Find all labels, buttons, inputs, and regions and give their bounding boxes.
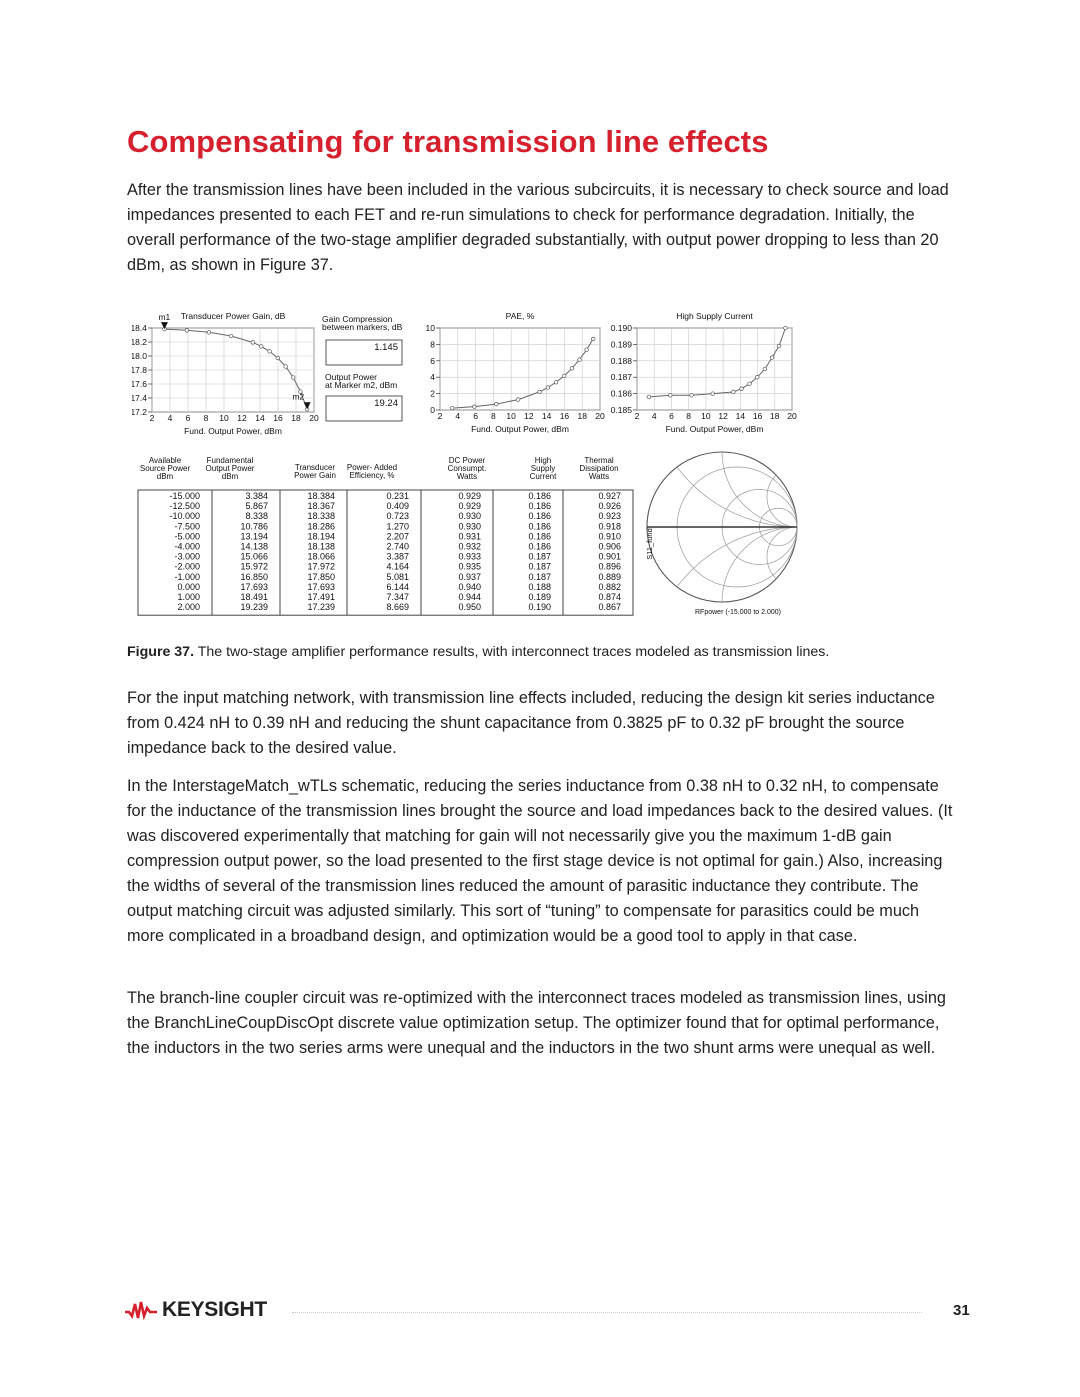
chart-2-point bbox=[748, 382, 752, 386]
chart-2-x-tick: 12 bbox=[718, 411, 728, 421]
chart-1-x-tick: 10 bbox=[506, 411, 516, 421]
table-cell: 0.000 bbox=[177, 581, 200, 592]
table-cell: 18.491 bbox=[240, 592, 268, 602]
table-cell: 0.190 bbox=[528, 602, 551, 613]
chart-2-x-tick: 20 bbox=[787, 411, 797, 421]
table-cell: 0.186 bbox=[528, 501, 551, 512]
chart-0-x-tick: 8 bbox=[203, 413, 209, 423]
table-cell: 18.384 bbox=[307, 491, 335, 501]
table-cell: -10.000 bbox=[169, 511, 200, 522]
table-cell: 0.231 bbox=[386, 491, 409, 501]
chart-2-point bbox=[763, 367, 767, 371]
chart-0-x-tick: 4 bbox=[167, 413, 173, 423]
figure-37-graphic bbox=[132, 306, 952, 626]
table-cell: 0.896 bbox=[598, 561, 621, 572]
table-cell: 0.186 bbox=[528, 541, 551, 552]
chart-0-x-tick: 2 bbox=[149, 413, 155, 423]
chart-1-point bbox=[562, 374, 566, 378]
chart-0-point bbox=[229, 334, 233, 338]
chart-2-point bbox=[668, 393, 672, 397]
table-header-5-line: High bbox=[534, 456, 552, 465]
output-power-value: 19.24 bbox=[374, 398, 398, 409]
table-cell: 18.286 bbox=[307, 521, 335, 532]
chart-1-point bbox=[495, 402, 499, 406]
table-cell: 17.693 bbox=[240, 581, 268, 592]
marker-m1-label: m1 bbox=[158, 312, 171, 323]
marker-m2-label: m2 bbox=[292, 391, 305, 402]
keysight-wave-icon bbox=[124, 1300, 158, 1320]
chart-0-y-tick: 17.4 bbox=[132, 393, 147, 403]
table-header-6-line: Watts bbox=[588, 472, 610, 481]
table-cell: 0.930 bbox=[458, 521, 481, 532]
table-header-5-line: Current bbox=[529, 472, 557, 481]
table-cell: 2.000 bbox=[177, 602, 200, 613]
chart-1-y-tick: 0 bbox=[430, 405, 435, 415]
chart-0-point bbox=[284, 365, 288, 369]
table-cell: -15.000 bbox=[169, 491, 200, 501]
caption-text: The two-stage amplifier performance results, with interconnect traces modeled as transmission lines. bbox=[194, 644, 830, 660]
table-cell: -2.000 bbox=[174, 561, 200, 572]
chart-2-y-tick: 0.190 bbox=[610, 323, 632, 333]
table-header-0-line: Available bbox=[148, 456, 182, 465]
table-header-1-line: dBm bbox=[221, 472, 239, 481]
chart-0-x-tick: 12 bbox=[237, 413, 247, 423]
chart-0-point bbox=[185, 329, 189, 333]
paragraph-intro: After the transmission lines have been included in the various subcircuits, it is necessary to check source and load impedances presented to each FET and re-run simulations to check for performance degradation. Initially, the overall performance of the two-stage amplifier degraded substantially, with output power dropping to less than 20 dBm, as shown in Figure 37. bbox=[127, 181, 949, 274]
table-cell: 0.940 bbox=[458, 581, 481, 592]
table-cell: 5.867 bbox=[245, 501, 268, 512]
chart-2-x-tick: 6 bbox=[669, 411, 674, 421]
chart-0-y-tick: 17.6 bbox=[132, 379, 147, 389]
gain-compression-value: 1.145 bbox=[374, 342, 398, 353]
chart-2-point bbox=[732, 390, 736, 394]
table-header-3-line: Power- Added bbox=[346, 463, 398, 472]
chart-2-x-tick: 2 bbox=[634, 411, 640, 421]
table-cell: 0.409 bbox=[386, 501, 409, 512]
table-cell: 7.347 bbox=[386, 592, 409, 602]
table-cell: 0.944 bbox=[458, 592, 481, 602]
table-cell: 0.187 bbox=[528, 571, 551, 582]
table-cell: 18.367 bbox=[307, 501, 335, 512]
table-cell: -12.500 bbox=[169, 501, 200, 512]
table-cell: 8.669 bbox=[386, 602, 409, 613]
table-cell: 1.000 bbox=[177, 592, 200, 602]
table-cell: 0.950 bbox=[458, 602, 481, 613]
table-cell: 0.882 bbox=[598, 581, 621, 592]
table-cell: 0.937 bbox=[458, 571, 481, 582]
chart-1-xlabel: Fund. Output Power, dBm bbox=[471, 424, 569, 434]
chart-1-point bbox=[554, 380, 558, 384]
table-cell: 0.932 bbox=[458, 541, 481, 552]
table-cell: 0.186 bbox=[528, 521, 551, 532]
chart-2-point bbox=[756, 375, 760, 379]
table-cell: 18.066 bbox=[307, 551, 335, 562]
chart-2-y-tick: 0.185 bbox=[610, 405, 632, 415]
table-header-4-line: Consumpt. bbox=[447, 464, 487, 473]
chart-0-point bbox=[207, 331, 211, 335]
chart-0-point bbox=[268, 350, 272, 354]
chart-2-point bbox=[690, 393, 694, 397]
table-cell: 0.935 bbox=[458, 561, 481, 572]
chart-2-point bbox=[770, 356, 774, 360]
output-power-label-2: at Marker m2, dBm bbox=[325, 380, 398, 390]
table-header-5-line: Supply bbox=[530, 464, 556, 473]
table-cell: 18.138 bbox=[307, 541, 335, 552]
table-cell: 0.901 bbox=[598, 551, 621, 562]
chart-2-x-tick: 18 bbox=[770, 411, 780, 421]
chart-0-y-tick: 17.8 bbox=[132, 365, 147, 375]
chart-2-x-tick: 10 bbox=[701, 411, 711, 421]
table-cell: 4.164 bbox=[386, 561, 409, 572]
table-cell: 0.923 bbox=[598, 511, 621, 522]
table-header-2-line: Power Gain bbox=[294, 471, 336, 480]
table-header-1-line: Output Power bbox=[205, 464, 255, 473]
chart-2-point bbox=[740, 387, 744, 391]
chart-0-x-tick: 18 bbox=[291, 413, 301, 423]
chart-0-x-tick: 20 bbox=[309, 413, 319, 423]
chart-2-point bbox=[784, 326, 788, 330]
chart-1-x-tick: 4 bbox=[455, 411, 461, 421]
table-cell: -4.000 bbox=[174, 541, 200, 552]
figure-37 bbox=[132, 306, 952, 626]
chart-1-y-tick: 4 bbox=[430, 372, 435, 383]
smith-x-label: RFpower (-15.000 to 2.000) bbox=[695, 609, 781, 616]
chart-1-x-tick: 8 bbox=[490, 411, 496, 421]
chart-0-point bbox=[291, 376, 295, 380]
table-cell: 0.874 bbox=[598, 592, 621, 602]
table-cell: 0.926 bbox=[598, 501, 621, 512]
table-header-0-line: Source Power bbox=[139, 464, 191, 473]
chart-0-xlabel: Fund. Output Power, dBm bbox=[184, 426, 282, 436]
chart-2-x-tick: 16 bbox=[752, 411, 763, 421]
chart-0-x-tick: 16 bbox=[273, 413, 283, 423]
chart-1-point bbox=[516, 398, 520, 402]
table-cell: 18.338 bbox=[307, 511, 335, 522]
table-cell: 0.889 bbox=[598, 571, 621, 582]
table-header-0-line: dBm bbox=[156, 472, 174, 481]
table-cell: 17.239 bbox=[307, 602, 335, 613]
chart-0-title: Transducer Power Gain, dB bbox=[180, 311, 286, 321]
chart-0-y-tick: 17.2 bbox=[132, 407, 147, 417]
table-cell: 0.931 bbox=[458, 531, 481, 542]
table-cell: 18.194 bbox=[307, 531, 335, 542]
chart-2-y-tick: 0.189 bbox=[610, 339, 632, 350]
table-cell: 6.144 bbox=[386, 581, 409, 592]
chart-1-y-tick: 2 bbox=[430, 388, 435, 399]
table-cell: 8.338 bbox=[245, 511, 268, 522]
chart-0-x-tick: 6 bbox=[185, 413, 191, 423]
chart-2-x-tick: 8 bbox=[686, 411, 692, 421]
output-power-label-1: Output Power bbox=[325, 372, 377, 382]
table-cell: 17.972 bbox=[307, 561, 335, 572]
chart-1-x-tick: 18 bbox=[577, 411, 587, 421]
table-cell: 2.207 bbox=[386, 531, 409, 542]
paragraph-input-matching: For the input matching network, with transmission line effects included, reducing the design kit series inductance from 0.424 nH to 0.39 nH and reducing the shunt capacitance from 0.3825 pF to 0.32 pF brought the source impedance back to the desired value. bbox=[127, 689, 935, 757]
chart-1-x-tick: 2 bbox=[437, 411, 443, 421]
chart-1-x-tick: 6 bbox=[473, 411, 478, 421]
chart-0-point bbox=[251, 341, 255, 345]
page-footer bbox=[0, 1290, 1080, 1330]
chart-0-x-tick: 10 bbox=[219, 413, 229, 423]
chart-1-point bbox=[473, 405, 477, 409]
table-cell: 10.786 bbox=[240, 521, 268, 532]
table-cell: 15.972 bbox=[240, 561, 268, 572]
chart-2-point bbox=[711, 392, 715, 396]
chart-1-y-tick: 6 bbox=[430, 355, 435, 366]
table-cell: 0.930 bbox=[458, 511, 481, 522]
chart-0-y-tick: 18.4 bbox=[132, 323, 147, 333]
chart-1-point bbox=[546, 386, 550, 390]
table-cell: 0.929 bbox=[458, 491, 481, 501]
table-cell: 16.850 bbox=[240, 571, 268, 582]
table-cell: 1.270 bbox=[386, 521, 409, 532]
chart-1-x-tick: 14 bbox=[541, 411, 552, 421]
chart-1-x-tick: 12 bbox=[524, 411, 534, 421]
chart-1-y-tick: 8 bbox=[430, 339, 435, 350]
chart-0-point bbox=[276, 356, 280, 360]
paragraph-branch-line: The branch-line coupler circuit was re-optimized with the interconnect traces modeled as transmission lines, using the BranchLineCoupDiscOpt discrete value optimization setup. The optimizer found that for optimal performance, the inductors in the two series arms were unequal and the inductors in the two shunt arms were unequal as well. bbox=[127, 989, 946, 1057]
chart-1-y-tick: 10 bbox=[425, 323, 435, 333]
footer-divider bbox=[292, 1312, 922, 1313]
table-cell: 19.239 bbox=[240, 602, 268, 613]
table-cell: 15.066 bbox=[240, 551, 268, 562]
keysight-logo bbox=[124, 1298, 267, 1322]
paragraph-interstage: In the InterstageMatch_wTLs schematic, reducing the series inductance from 0.38 nH to 0.32 nH, to compensate for the inductance of the transmission lines brought the source and load impedances back to the desired values. (It was discovered experimentally that matching for gain will not necessarily give you the maximum 1-dB gain compression output power, so the load presented to the first stage device is not optimal for gain.) Also, increasing the widths of several of the transmission lines reduced the amount of parasitic inductance they contribute. The output matching circuit was adjusted similarly. This sort of “tuning” to compensate for parasitics could be much more complicated in a broadband design, and optimization would be a good tool to apply in that case. bbox=[127, 777, 953, 945]
chart-1-point bbox=[578, 358, 582, 362]
table-cell: 17.491 bbox=[307, 592, 335, 602]
table-cell: 2.740 bbox=[386, 541, 409, 552]
smith-y-label: S11_fund bbox=[645, 528, 654, 560]
chart-2-point bbox=[647, 395, 651, 399]
table-cell: 0.933 bbox=[458, 551, 481, 562]
chart-2-x-tick: 4 bbox=[651, 411, 657, 421]
table-cell: 0.918 bbox=[598, 521, 621, 532]
chart-1-x-tick: 16 bbox=[559, 411, 570, 421]
table-header-6-line: Dissipation bbox=[579, 464, 619, 473]
chart-2-point bbox=[777, 344, 781, 348]
chart-1-point bbox=[585, 348, 589, 352]
table-cell: -7.500 bbox=[174, 521, 200, 532]
table-cell: 14.138 bbox=[240, 541, 268, 552]
table-cell: 0.186 bbox=[528, 491, 551, 501]
table-cell: 0.927 bbox=[598, 491, 621, 501]
chart-2-x-tick: 14 bbox=[735, 411, 746, 421]
gain-compression-label-1: Gain Compression bbox=[322, 314, 393, 324]
chart-1-point bbox=[591, 337, 595, 341]
figure-caption bbox=[127, 644, 829, 660]
table-cell: 0.910 bbox=[598, 531, 621, 542]
table-header-3-line: Efficiency, % bbox=[349, 471, 395, 480]
table-header-4-line: Watts bbox=[456, 472, 478, 481]
table-cell: 0.189 bbox=[528, 592, 551, 602]
table-cell: 0.186 bbox=[528, 511, 551, 522]
table-cell: -1.000 bbox=[174, 571, 200, 582]
table-cell: 3.387 bbox=[386, 551, 409, 562]
chart-2-xlabel: Fund. Output Power, dBm bbox=[665, 424, 764, 434]
caption-label: Figure 37. bbox=[127, 644, 195, 660]
chart-0-y-tick: 18.2 bbox=[132, 337, 147, 347]
section-heading: Compensating for transmission line effects bbox=[127, 124, 769, 159]
table-cell: 0.187 bbox=[528, 561, 551, 572]
table-cell: 17.850 bbox=[307, 571, 335, 582]
table-cell: 0.929 bbox=[458, 501, 481, 512]
table-cell: 0.186 bbox=[528, 531, 551, 542]
chart-1-point bbox=[570, 367, 574, 371]
chart-0-y-tick: 18.0 bbox=[132, 351, 147, 361]
table-cell: 0.906 bbox=[598, 541, 621, 552]
brand-name: KEYSIGHT bbox=[162, 1298, 267, 1321]
page-number: 31 bbox=[953, 1302, 970, 1319]
table-header-4-line: DC Power bbox=[448, 456, 486, 465]
chart-1-title: PAE, % bbox=[505, 311, 535, 321]
table-cell: 5.081 bbox=[386, 571, 409, 582]
table-cell: -3.000 bbox=[174, 551, 200, 562]
table-cell: 0.187 bbox=[528, 551, 551, 562]
table-cell: -5.000 bbox=[174, 531, 200, 542]
chart-1-point bbox=[538, 390, 542, 394]
chart-0-x-tick: 14 bbox=[255, 413, 265, 423]
table-cell: 17.693 bbox=[307, 581, 335, 592]
table-cell: 0.867 bbox=[598, 602, 621, 613]
table-header-2-line: Transducer bbox=[294, 463, 336, 472]
table-cell: 13.194 bbox=[240, 531, 268, 542]
table-header-1-line: Fundamental bbox=[206, 456, 254, 465]
chart-1-frame bbox=[440, 328, 600, 410]
table-cell: 0.723 bbox=[386, 511, 409, 522]
table-cell: 3.384 bbox=[245, 491, 268, 501]
chart-2-frame bbox=[637, 328, 792, 410]
chart-2-y-tick: 0.188 bbox=[610, 355, 632, 366]
chart-0-point bbox=[259, 345, 263, 349]
chart-1-x-tick: 20 bbox=[595, 411, 605, 421]
chart-1-point bbox=[451, 406, 455, 410]
chart-2-y-tick: 0.187 bbox=[610, 372, 632, 383]
chart-2-y-tick: 0.186 bbox=[610, 388, 632, 399]
table-cell: 0.188 bbox=[528, 581, 551, 592]
chart-2-title: High Supply Current bbox=[676, 311, 753, 321]
gain-compression-label-2: between markers, dB bbox=[322, 322, 403, 332]
table-header-6-line: Thermal bbox=[584, 456, 614, 465]
